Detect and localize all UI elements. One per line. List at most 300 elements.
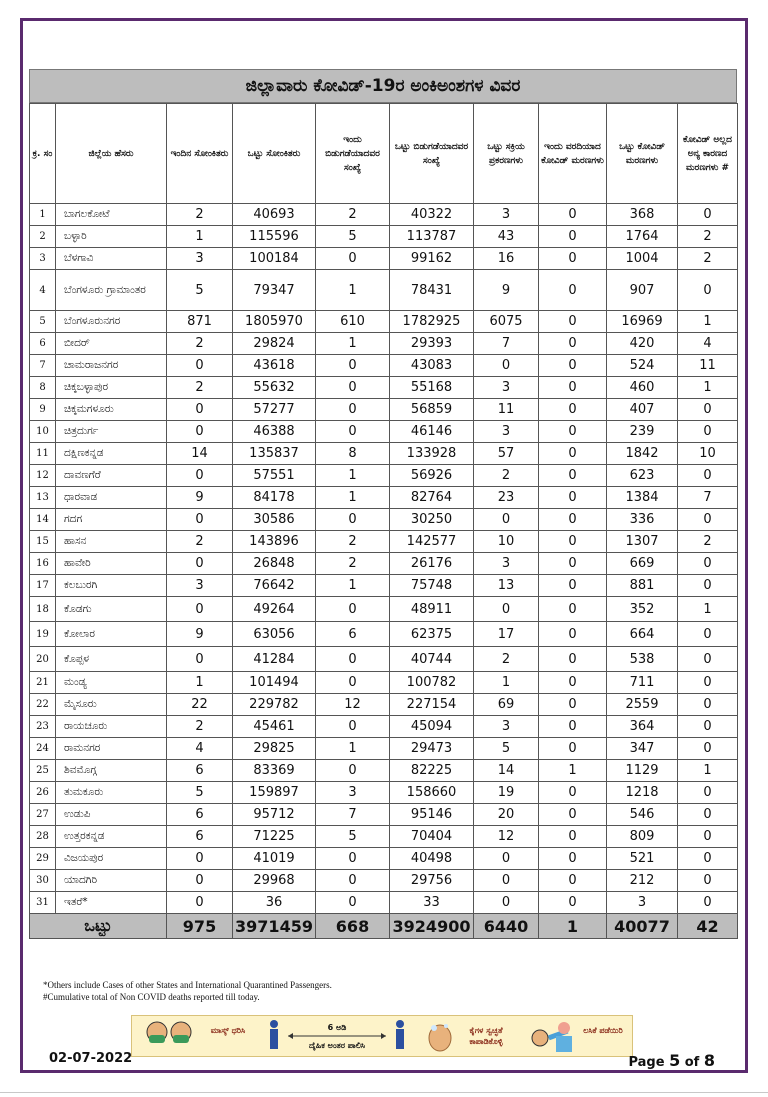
row-value: 0 [539,647,607,672]
footnote-non-covid: #Cumulative total of Non COVID deaths reported till today. [43,992,260,1002]
row-value: 0 [678,553,738,575]
row-value: 0 [539,204,607,226]
row-value: 711 [607,672,678,694]
row-sl: 26 [30,782,56,804]
total-cell: 975 [167,914,233,939]
row-value: 5 [316,226,390,248]
vaccine-segment [524,1016,628,1056]
row-value: 0 [539,226,607,248]
row-value: 0 [539,694,607,716]
row-value: 0 [678,421,738,443]
row-value: 55168 [390,377,474,399]
total-cell: 3971459 [233,914,316,939]
row-value: 0 [539,311,607,333]
row-value: 420 [607,333,678,355]
table-row [30,738,738,760]
row-value: 1 [678,377,738,399]
row-value: 0 [167,399,233,421]
row-value: 46388 [233,421,316,443]
row-value: 113787 [390,226,474,248]
total-label: ಒಟ್ಟು [30,914,167,939]
row-sl: 12 [30,465,56,487]
row-value: 17 [474,622,539,647]
row-value: 0 [539,270,607,311]
row-value: 5 [167,270,233,311]
row-value: 2 [678,226,738,248]
row-value: 0 [539,782,607,804]
header-active: ಒಟ್ಟು ಸಕ್ರಿಯ ಪ್ರಕರಣಗಳು [474,104,539,204]
row-value: 0 [678,782,738,804]
row-value: 336 [607,509,678,531]
row-value: 0 [316,760,390,782]
row-value: 0 [678,870,738,892]
row-sl: 22 [30,694,56,716]
table-row [30,204,738,226]
row-value: 9 [167,622,233,647]
hands-segment [424,1016,516,1056]
total-cell: 42 [678,914,738,939]
row-value: 0 [316,399,390,421]
row-value: 623 [607,465,678,487]
row-value: 26848 [233,553,316,575]
row-value: 364 [607,716,678,738]
table-row [30,694,738,716]
row-value: 0 [167,465,233,487]
row-value: 0 [316,848,390,870]
table-row [30,597,738,622]
row-district: ಬೆಂಗಳೂರು ಗ್ರಾಮಾಂತರ [56,270,167,311]
row-value: 524 [607,355,678,377]
district-stats-table [29,103,738,939]
row-district: ಮಂಡ್ಯ [56,672,167,694]
row-value: 40322 [390,204,474,226]
row-value: 1218 [607,782,678,804]
row-district: ಬೆಳಗಾವಿ [56,248,167,270]
row-sl: 30 [30,870,56,892]
header-total-discharged: ಒಟ್ಟು ಬಿಡುಗಡೆಯಾದವರ ಸಂಖ್ಯೆ [390,104,474,204]
row-value: 33 [390,892,474,914]
row-value: 41019 [233,848,316,870]
row-value: 0 [167,509,233,531]
row-value: 1 [316,270,390,311]
table-row [30,622,738,647]
row-value: 3 [607,892,678,914]
row-district: ಬೀದರ್ [56,333,167,355]
row-value: 0 [539,870,607,892]
table-row [30,826,738,848]
total-cell: 1 [539,914,607,939]
row-sl: 9 [30,399,56,421]
row-sl: 8 [30,377,56,399]
row-sl: 21 [30,672,56,694]
table-row [30,760,738,782]
row-value: 1 [316,487,390,509]
row-value: 0 [678,804,738,826]
row-sl: 11 [30,443,56,465]
table-row [30,443,738,465]
row-value: 0 [474,597,539,622]
row-value: 0 [539,248,607,270]
row-value: 43083 [390,355,474,377]
row-value: 0 [678,694,738,716]
row-sl: 16 [30,553,56,575]
table-row [30,892,738,914]
row-value: 84178 [233,487,316,509]
row-value: 0 [316,355,390,377]
row-value: 3 [474,377,539,399]
table-row [30,804,738,826]
row-value: 0 [316,509,390,531]
row-value: 664 [607,622,678,647]
row-value: 29393 [390,333,474,355]
row-value: 0 [678,509,738,531]
row-value: 1 [316,333,390,355]
row-value: 115596 [233,226,316,248]
row-value: 0 [539,597,607,622]
row-value: 347 [607,738,678,760]
page-total: 8 [703,1051,715,1070]
row-value: 0 [474,848,539,870]
row-value: 0 [539,622,607,647]
total-row [30,914,738,939]
row-value: 142577 [390,531,474,553]
row-value: 0 [678,270,738,311]
row-value: 135837 [233,443,316,465]
row-value: 101494 [233,672,316,694]
row-sl: 28 [30,826,56,848]
row-value: 0 [316,597,390,622]
row-value: 871 [167,311,233,333]
row-value: 70404 [390,826,474,848]
header-non-covid-deaths: ಕೋವಿಡ್ ಅಲ್ಲದ ಅನ್ಯ ಕಾರಣದ ಮರಣಗಳು # [678,104,738,204]
row-value: 0 [167,421,233,443]
table-row [30,333,738,355]
row-value: 23 [474,487,539,509]
row-value: 0 [316,870,390,892]
row-value: 143896 [233,531,316,553]
header-today-cases: ಇಂದಿನ ಸೋಂಕಿತರು [167,104,233,204]
row-value: 3 [167,575,233,597]
row-value: 46146 [390,421,474,443]
row-district: ಯಾದಗಿರಿ [56,870,167,892]
row-value: 40693 [233,204,316,226]
page-mid: of [680,1055,704,1070]
distance-text: ದೈಹಿಕ ಅಂತರ ಪಾಲಿಸಿ [308,1041,366,1050]
row-value: 6 [167,760,233,782]
row-value: 212 [607,870,678,892]
row-value: 40498 [390,848,474,870]
row-value: 0 [167,870,233,892]
header-district: ಜಿಲ್ಲೆಯ ಹೆಸರು [56,104,167,204]
header-today-deaths: ಇಂದು ವರದಿಯಾದ ಕೋವಿಡ್ ಮರಣಗಳು [539,104,607,204]
page-number [628,1051,715,1070]
row-district: ತುಮಕೂರು [56,782,167,804]
footnote-others: *Others include Cases of other States and International Quarantined Passengers. [43,980,332,990]
row-sl: 18 [30,597,56,622]
row-sl: 6 [30,333,56,355]
row-value: 0 [539,575,607,597]
table-row [30,377,738,399]
row-value: 22 [167,694,233,716]
row-value: 43 [474,226,539,248]
row-value: 13 [474,575,539,597]
row-value: 0 [539,509,607,531]
row-value: 1842 [607,443,678,465]
row-district: ದಕ್ಷಿಣಕನ್ನಡ [56,443,167,465]
row-value: 407 [607,399,678,421]
row-value: 4 [678,333,738,355]
row-value: 1 [167,226,233,248]
row-value: 610 [316,311,390,333]
table-row [30,270,738,311]
row-value: 0 [678,738,738,760]
row-value: 809 [607,826,678,848]
row-sl: 25 [30,760,56,782]
row-value: 95146 [390,804,474,826]
mask-face-icon [144,1018,196,1056]
row-value: 0 [539,487,607,509]
row-value: 1782925 [390,311,474,333]
row-value: 239 [607,421,678,443]
row-value: 1 [316,738,390,760]
row-sl: 1 [30,204,56,226]
row-value: 11 [678,355,738,377]
row-value: 2 [678,531,738,553]
row-value: 26176 [390,553,474,575]
row-value: 0 [539,333,607,355]
page-current: 5 [669,1051,681,1070]
row-value: 521 [607,848,678,870]
row-district: ರಾಮನಗರ [56,738,167,760]
row-district: ಬಾಗಲಕೋಟೆ [56,204,167,226]
distance-segment [262,1016,412,1056]
row-value: 82764 [390,487,474,509]
row-value: 76642 [233,575,316,597]
row-value: 7 [474,333,539,355]
table-row [30,716,738,738]
row-value: 1 [678,311,738,333]
row-value: 0 [167,892,233,914]
distance-value: 6 ಅಡಿ [327,1023,347,1032]
row-value: 133928 [390,443,474,465]
row-value: 538 [607,647,678,672]
row-value: 0 [539,892,607,914]
total-cell: 40077 [607,914,678,939]
row-sl: 4 [30,270,56,311]
row-value: 0 [539,553,607,575]
row-value: 12 [316,694,390,716]
row-value: 45461 [233,716,316,738]
total-cell: 6440 [474,914,539,939]
row-value: 0 [316,892,390,914]
row-value: 14 [167,443,233,465]
row-value: 36 [233,892,316,914]
row-value: 1 [316,575,390,597]
row-value: 0 [316,716,390,738]
row-sl: 24 [30,738,56,760]
row-value: 0 [316,377,390,399]
row-value: 5 [474,738,539,760]
row-value: 7 [316,804,390,826]
row-sl: 5 [30,311,56,333]
row-value: 7 [678,487,738,509]
row-value: 2 [167,531,233,553]
row-value: 0 [678,575,738,597]
row-district: ಶಿವಮೊಗ್ಗ [56,760,167,782]
row-value: 1 [678,760,738,782]
row-district: ಧಾರವಾಡ [56,487,167,509]
row-value: 0 [474,509,539,531]
row-sl: 7 [30,355,56,377]
row-value: 3 [316,782,390,804]
row-value: 41284 [233,647,316,672]
row-district: ಉತ್ತರಕನ್ನಡ [56,826,167,848]
row-value: 2 [316,553,390,575]
row-value: 158660 [390,782,474,804]
report-date: 02-07-2022 [49,1051,133,1066]
row-value: 12 [474,826,539,848]
table-row [30,647,738,672]
row-value: 0 [539,531,607,553]
row-value: 0 [678,465,738,487]
row-value: 2 [316,204,390,226]
row-district: ಬಳ್ಳಾರಿ [56,226,167,248]
row-value: 0 [539,465,607,487]
row-value: 3 [474,204,539,226]
row-district: ಮೈಸೂರು [56,694,167,716]
row-value: 0 [678,848,738,870]
row-value: 1 [678,597,738,622]
row-value: 71225 [233,826,316,848]
row-sl: 15 [30,531,56,553]
row-value: 0 [678,647,738,672]
row-value: 29473 [390,738,474,760]
table-row [30,509,738,531]
row-value: 79347 [233,270,316,311]
row-value: 8 [316,443,390,465]
row-value: 1 [474,672,539,694]
row-value: 4 [167,738,233,760]
row-district: ಚಾಮರಾಜನಗರ [56,355,167,377]
row-value: 10 [474,531,539,553]
row-sl: 27 [30,804,56,826]
row-sl: 13 [30,487,56,509]
row-value: 3 [167,248,233,270]
row-value: 63056 [233,622,316,647]
row-sl: 29 [30,848,56,870]
total-cell: 668 [316,914,390,939]
row-district: ಚಿತ್ರದುರ್ಗ [56,421,167,443]
table-row [30,421,738,443]
table-row [30,465,738,487]
header-today-discharged: ಇಂದು ಬಿಡುಗಡೆಯಾದವರ ಸಂಖ್ಯೆ [316,104,390,204]
row-value: 75748 [390,575,474,597]
row-value: 0 [316,647,390,672]
row-value: 0 [678,716,738,738]
row-value: 0 [678,622,738,647]
row-value: 2 [167,333,233,355]
hand-wash-icon [426,1020,454,1054]
row-value: 1 [167,672,233,694]
page-frame [20,18,748,1073]
row-value: 0 [539,355,607,377]
row-value: 57 [474,443,539,465]
row-value: 3 [474,421,539,443]
table-row [30,487,738,509]
row-value: 227154 [390,694,474,716]
row-district: ಕೋಲಾರ [56,622,167,647]
mask-segment [142,1016,252,1056]
row-value: 57551 [233,465,316,487]
table-row [30,870,738,892]
row-value: 6 [167,826,233,848]
row-value: 29756 [390,870,474,892]
row-value: 3 [474,553,539,575]
row-value: 0 [167,553,233,575]
row-value: 0 [316,248,390,270]
row-value: 30586 [233,509,316,531]
row-value: 29825 [233,738,316,760]
table-row [30,355,738,377]
table-title: ಜಿಲ್ಲಾವಾರು ಕೋವಿಡ್-19ರ ಅಂಕಿಅಂಶಗಳ ವಿವರ [29,69,737,103]
table-row [30,531,738,553]
row-value: 0 [539,716,607,738]
row-value: 16969 [607,311,678,333]
table-row [30,399,738,421]
row-value: 669 [607,553,678,575]
row-district: ಬೆಂಗಳೂರುನಗರ [56,311,167,333]
row-value: 460 [607,377,678,399]
row-sl: 23 [30,716,56,738]
row-value: 16 [474,248,539,270]
row-value: 0 [474,355,539,377]
mask-text: ಮಾಸ್ಕ್ ಧರಿಸಿ [210,1026,246,1035]
row-value: 0 [539,443,607,465]
row-value: 1805970 [233,311,316,333]
row-district: ಚಿಕ್ಕಬಳ್ಳಾಪುರ [56,377,167,399]
row-district: ಕೊಡಗು [56,597,167,622]
row-value: 0 [316,672,390,694]
table-row [30,672,738,694]
row-district: ದಾವಣಗೆರೆ [56,465,167,487]
hands-text: ಕೈಗಳ ಸ್ವಚ್ಛತೆ ಕಾಪಾಡಿಕೊಳ್ಳಿ [469,1026,503,1046]
row-district: ಕಲಬುರಗಿ [56,575,167,597]
row-value: 3 [474,716,539,738]
row-value: 0 [167,848,233,870]
row-value: 56859 [390,399,474,421]
row-value: 78431 [390,270,474,311]
header-total-cases: ಒಟ್ಟು ಸೋಂಕಿತರು [233,104,316,204]
row-value: 99162 [390,248,474,270]
row-district: ಹಾಸನ [56,531,167,553]
vaccine-text: ಲಸಿಕೆ ಪಡೆಯಿರಿ [583,1026,623,1035]
row-value: 0 [539,672,607,694]
row-district: ಚಿಕ್ಕಮಗಳೂರು [56,399,167,421]
row-value: 1 [539,760,607,782]
table-row [30,226,738,248]
row-value: 20 [474,804,539,826]
row-value: 1129 [607,760,678,782]
row-value: 6 [316,622,390,647]
footnotes [43,979,332,1003]
row-sl: 17 [30,575,56,597]
row-value: 0 [167,647,233,672]
row-value: 11 [474,399,539,421]
row-value: 48911 [390,597,474,622]
row-value: 1384 [607,487,678,509]
row-value: 100782 [390,672,474,694]
row-district: ಉಡುಪಿ [56,804,167,826]
